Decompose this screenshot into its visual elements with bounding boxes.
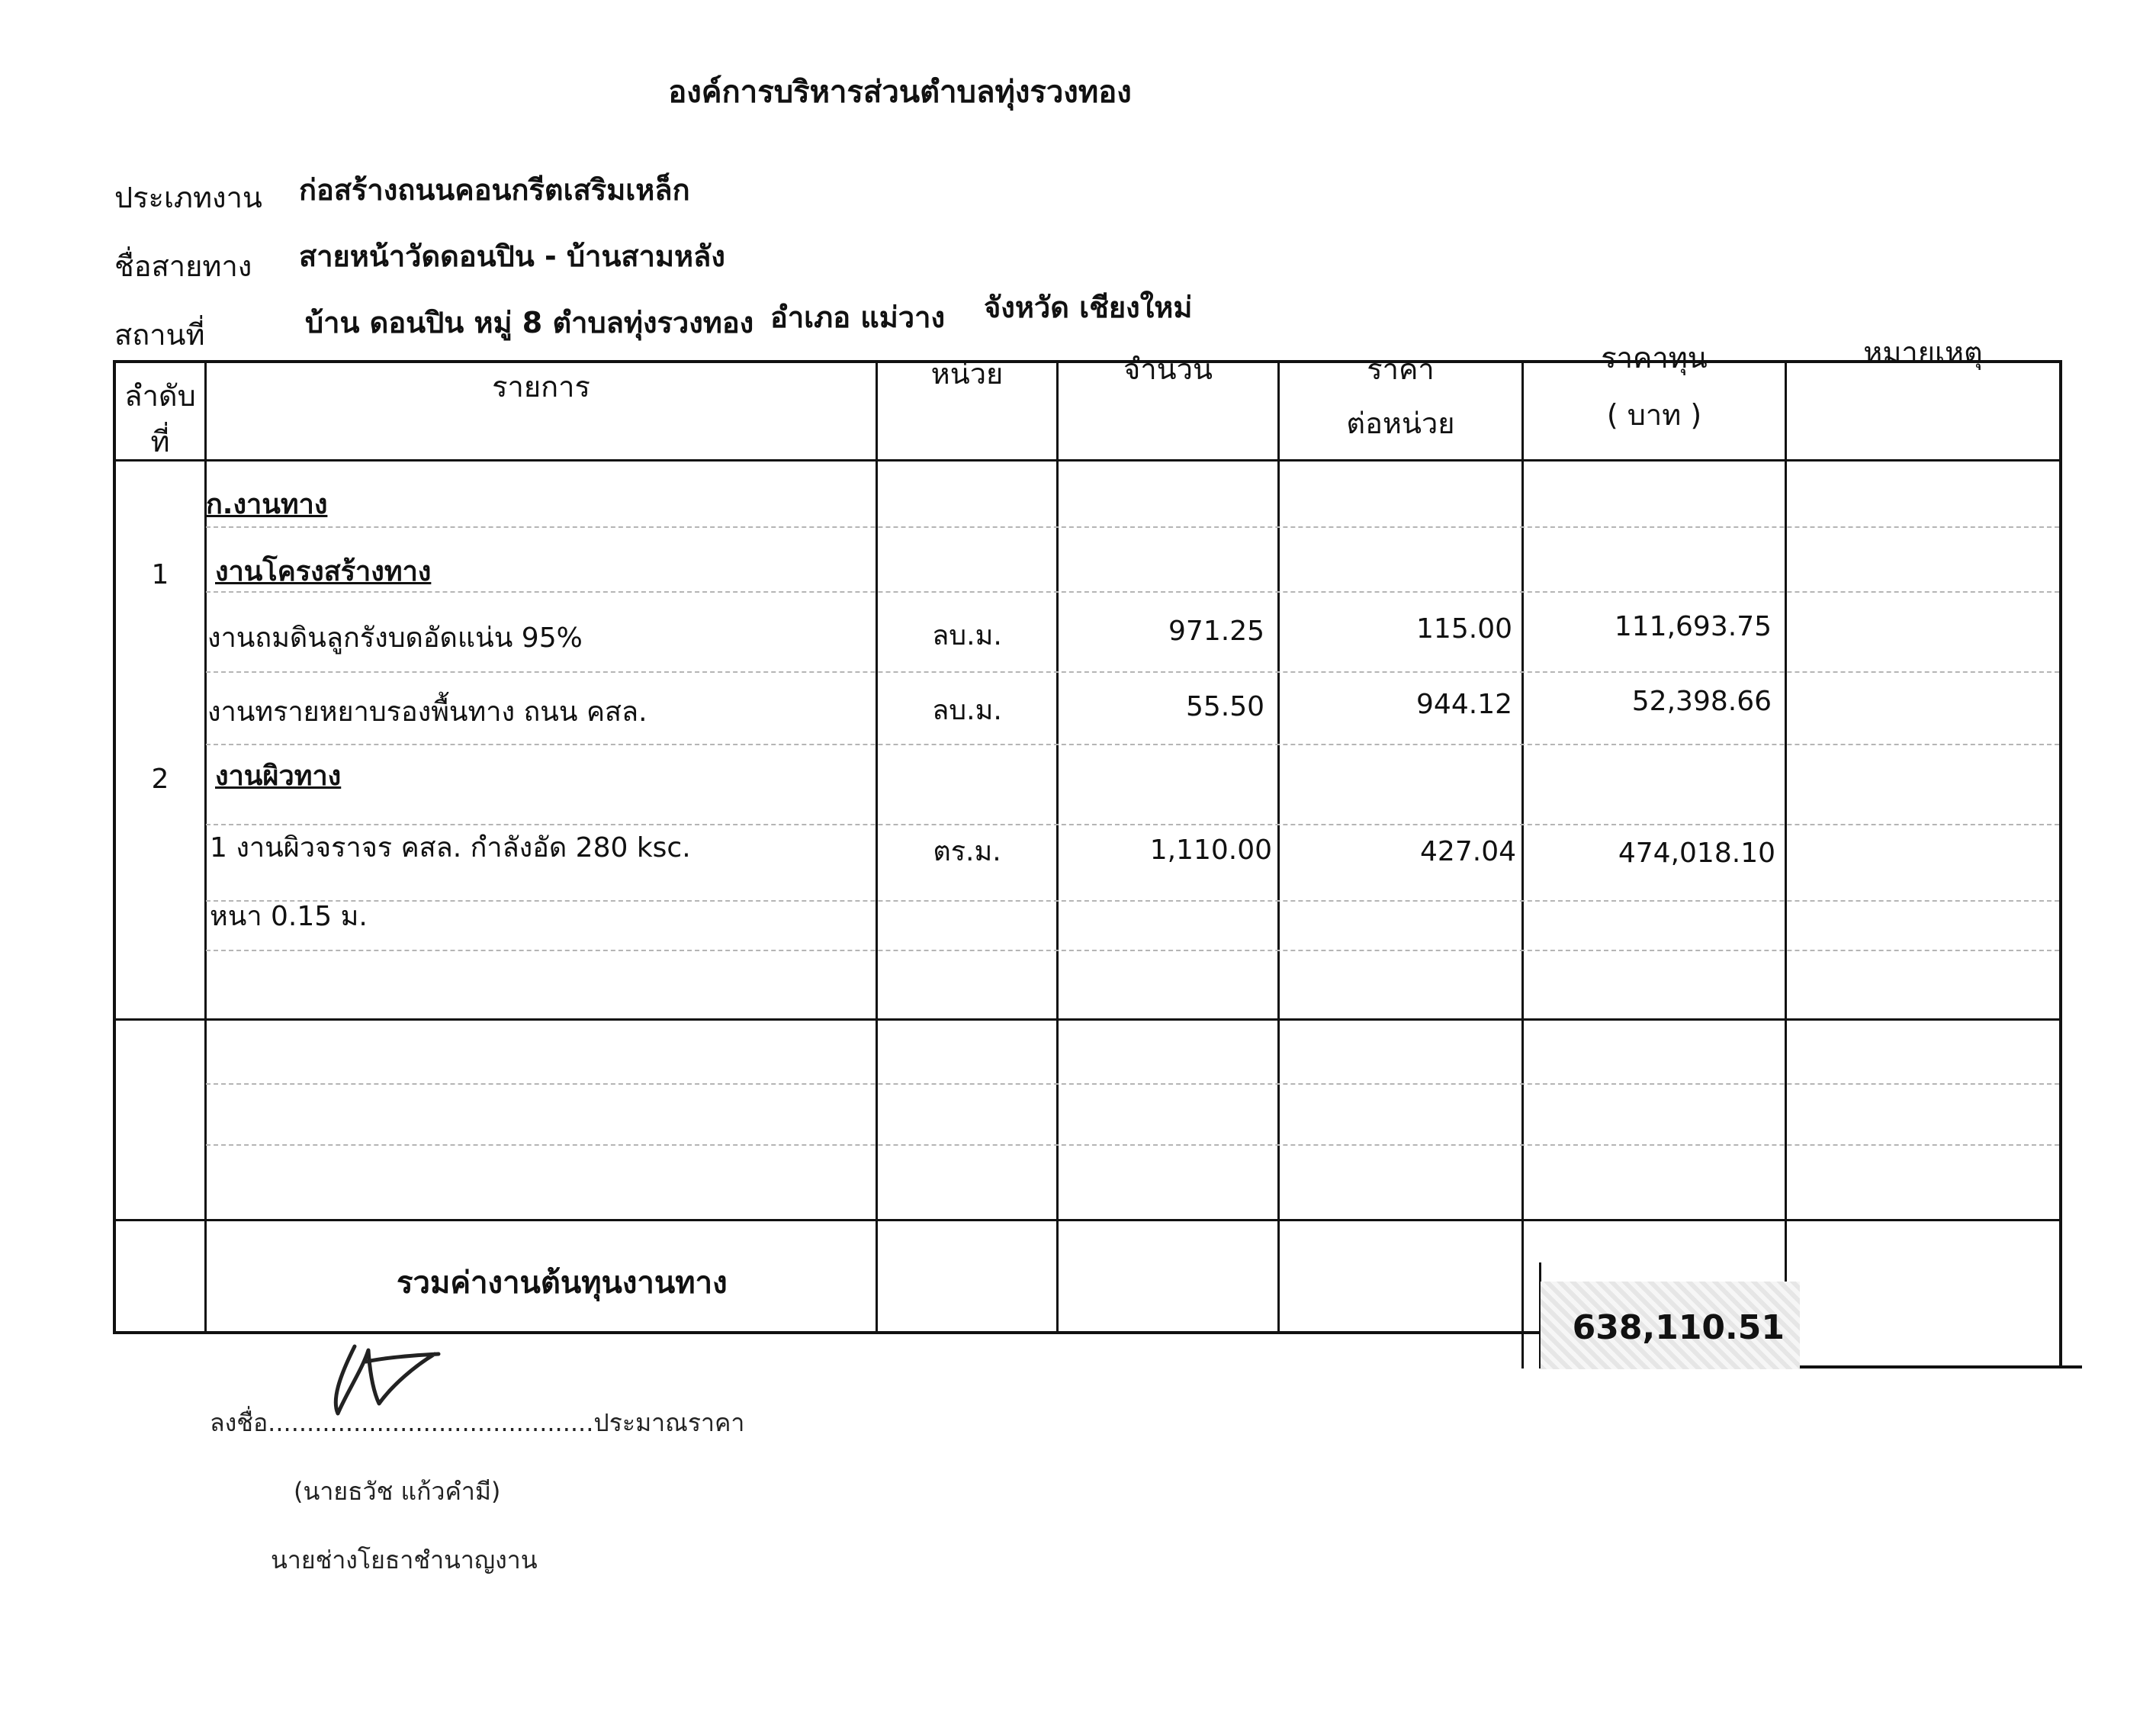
header-unit: หน่วย [930,357,1004,391]
location-village: บ้าน ดอนปิน หมู่ 8 ตำบลทุ่งรวงทอง [305,306,754,339]
section-title: ก.งานทาง [206,489,328,520]
item-qty: 971.25 [1168,616,1264,647]
header-unit-price-line1: ราคา [1367,352,1435,386]
item-qty: 1,110.00 [1149,835,1272,866]
header-remark: หมายเหตุ [1863,336,1983,369]
work-type-label: ประเภทงาน [114,181,262,214]
header-cost-line1: ราคาทุน [1601,341,1708,375]
grand-total: 638,110.51 [1572,1308,1785,1347]
item-desc: งานทรายหยาบรองพื้นทาง ถนน คสล. [207,696,647,728]
item-qty: 55.50 [1185,691,1264,722]
item-unit: ตร.ม. [933,836,1001,867]
signature-line: ลงชื่อ..........................................ประมาณราคา [210,1408,745,1437]
route-value: สายหน้าวัดดอนปิน - บ้านสามหลัง [299,240,725,273]
header-no-line1: ลำดับ [124,379,196,413]
group-title: งานโครงสร้างทาง [215,556,432,587]
group-title: งานผิวทาง [215,761,342,792]
location-province: จังหวัด เชียงใหม่ [984,291,1193,324]
item-desc-line2: หนา 0.15 ม. [210,901,368,932]
item-price: 944.12 [1416,689,1512,720]
group-no: 2 [151,764,169,795]
item-unit: ลบ.ม. [932,695,1002,726]
item-desc: 1 งานผิวจราจร คสล. กำลังอัด 280 ksc. [210,832,691,864]
header-unit-price-line2: ต่อหน่วย [1346,407,1455,440]
item-price: 115.00 [1416,613,1512,645]
location-label: สถานที่ [114,318,205,352]
item-cost: 474,018.10 [1618,838,1775,869]
header-item: รายการ [492,370,590,404]
total-label: รวมค่างานต้นทุนงานทาง [397,1266,728,1301]
item-desc: งานถมดินลูกรังบดอัดแน่น 95% [207,622,583,654]
item-price: 427.04 [1420,836,1516,867]
header-cost-line2: ( บาท ) [1606,398,1702,432]
signer-name: (นายธวัช แก้วคำมี) [294,1477,501,1506]
item-cost: 52,398.66 [1631,686,1772,717]
signer-position: นายช่างโยธาชำนาญงาน [271,1545,538,1574]
work-type-value: ก่อสร้างถนนคอนกรีตเสริมเหล็ก [299,173,690,207]
location-district: อำเภอ แม่วาง [770,301,946,334]
item-cost: 111,693.75 [1614,611,1772,642]
header-quantity: จำนวน [1123,352,1213,386]
group-no: 1 [151,559,169,590]
item-unit: ลบ.ม. [932,620,1002,651]
organization-title: องค์การบริหารส่วนตำบลทุ่งรวงทอง [668,75,1132,110]
route-label: ชื่อสายทาง [114,249,252,283]
header-no-line2: ที่ [150,425,170,458]
